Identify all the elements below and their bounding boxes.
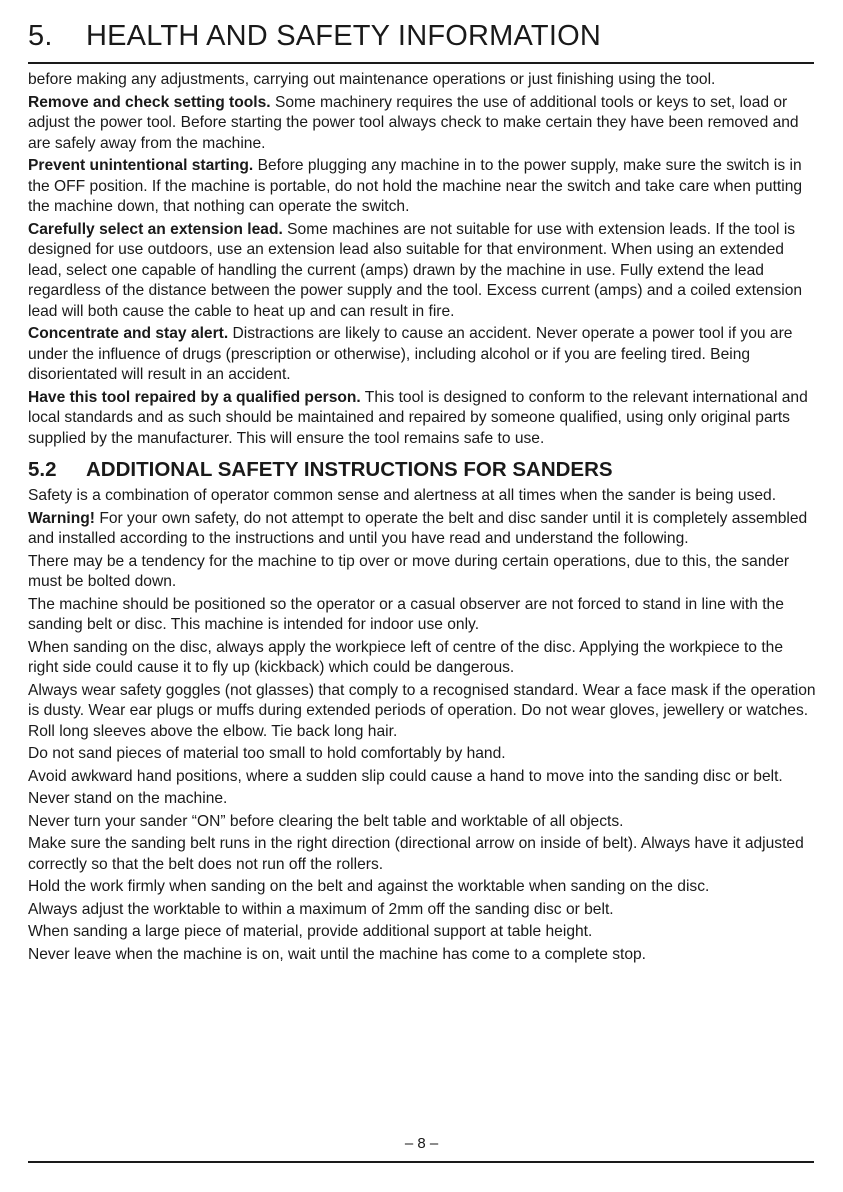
sander-paragraph (28, 922, 816, 943)
paragraph-text: Do not sand pieces of material too small to hold comfortably by hand. (28, 745, 506, 762)
paragraph-text: Never leave when the machine is on, wait until the machine has come to a complete stop. (28, 945, 647, 963)
paragraph-text: The machine should be positioned so the operator or a casual observer are not forced to stand in line with the sanding belt or disc. This machine is intended for indoor use only. (28, 595, 784, 633)
paragraph-text: There may be a tendency for the machine to tip over or move during certain operations, due to this, the sander must be bolted down. (28, 552, 790, 590)
paragraph-text: Never stand on the machine. (28, 790, 228, 807)
sander-paragraph (28, 812, 816, 833)
paragraph-lead: Carefully select an extension lead. (28, 220, 283, 238)
paragraph-lead: Remove and check setting tools. (28, 93, 271, 111)
sander-paragraph (28, 595, 816, 636)
paragraph-text: Always adjust the worktable to within a maximum of 2mm off the sanding disc or belt. (28, 900, 614, 918)
warning-lead: Warning! (28, 509, 95, 527)
sander-paragraph (28, 638, 816, 679)
sander-paragraph (28, 900, 816, 921)
subsection-number: 5.2 (28, 458, 57, 481)
page-number: – 8 – (404, 1135, 439, 1152)
sander-paragraph (28, 744, 816, 765)
paragraph-text: Make sure the sanding belt runs in the right direction (directional arrow on inside of belt). Always have it adjusted correctly so that the belt does not run off the rollers. (28, 835, 804, 873)
intro-paragraph: before making any adjustments, carrying out maintenance operations or just finishing using the tool. (28, 71, 716, 88)
paragraph-text: When sanding on the disc, always apply the workpiece left of centre of the disc. Applying the workpiece to the right side could cause it to fly up (kickback) which could be dangerous. (28, 638, 783, 676)
sander-paragraph (28, 486, 816, 507)
top-divider (28, 62, 814, 64)
sander-paragraph (28, 552, 816, 593)
subsection-title (28, 457, 816, 483)
paragraph-text: When sanding a large piece of material, provide additional support at table height. (28, 923, 593, 940)
paragraph-text: This tool is designed to conform to the relevant international and local standards and as such should be maintained and repaired by someone qualified, using only original parts supplied by the manufacturer. This will ensure the tool remains safe to use. (28, 388, 808, 447)
paragraph-text: Always wear safety goggles (not glasses) that comply to a recognised standard. Wear a face mask if the operation is dusty. Wear ear plugs or muffs during extended periods of operation. Do not wear gloves, jewellery or watches. Roll long sleeves above the elbow. Tie back long hair. (28, 681, 816, 740)
paragraph-text: Safety is a combination of operator common sense and alertness at all times when the sander is being used. (28, 487, 777, 504)
paragraph-lead: Concentrate and stay alert. (28, 325, 229, 342)
paragraph-prevent-starting (28, 156, 816, 218)
paragraph-remove-check-tools (28, 93, 816, 155)
subsection-title-text: ADDITIONAL SAFETY INSTRUCTIONS FOR SANDERS (86, 458, 613, 481)
paragraph-text: Avoid awkward hand positions, where a sudden slip could cause a hand to move into the sanding disc or belt. (28, 767, 783, 785)
section-title (28, 20, 601, 53)
sander-paragraph (28, 945, 816, 966)
section-number: 5. (28, 20, 53, 52)
section-title-text: HEALTH AND SAFETY INFORMATION (86, 20, 601, 52)
paragraph-text: Never turn your sander “ON” before clearing the belt table and worktable of all objects. (28, 812, 624, 830)
paragraph-lead: Prevent unintentional starting. (28, 157, 254, 174)
bottom-divider (28, 1161, 814, 1163)
paragraph-lead: Have this tool repaired by a qualified person. (28, 388, 361, 406)
paragraph-text: Distractions are likely to cause an accident. Never operate a power tool if you are under the influence of drugs (prescription or otherwise), including alcohol or if you are feeling tired. Being disorientated will result in an accident. (28, 325, 793, 383)
page-body (28, 70, 816, 967)
sander-paragraph (28, 834, 816, 875)
sander-paragraph (28, 681, 816, 743)
paragraph-text: Hold the work firmly when sanding on the belt and against the worktable when sanding on the disc. (28, 878, 710, 895)
paragraph-stay-alert (28, 324, 816, 386)
paragraph-text: Some machinery requires the use of additional tools or keys to set, load or adjust the power tool. Before starting the power tool always check to make certain they have been removed and are safely away from the machine. (28, 93, 799, 152)
paragraph-text: Before plugging any machine in to the power supply, make sure the switch is in the OFF position. If the machine is portable, do not hold the machine near the switch and take care when putting the machine down, that nothing can operate the switch. (28, 157, 803, 215)
sander-paragraph-warning (28, 509, 816, 550)
paragraph-extension-lead (28, 220, 816, 323)
paragraph-text: For your own safety, do not attempt to operate the belt and disc sander until it is completely assembled and installed according to the instructions and until you have read and understand the following. (28, 509, 808, 547)
sander-paragraph (28, 767, 816, 788)
sander-paragraph (28, 789, 816, 810)
paragraph-text: Some machines are not suitable for use with extension leads. If the tool is designed for use outdoors, use an extension lead also suitable for that environment. When using an extended lead, select one capable of handling the current (amps) drawn by the machine in use. Fully extend the lead regardless of the distance between the power supply and the tool. Excess current (amps) and a coiled extension lead will both cause the cable to heat up and can result in fire. (28, 220, 803, 320)
sander-paragraph (28, 877, 816, 898)
paragraph-qualified-repair (28, 388, 816, 450)
